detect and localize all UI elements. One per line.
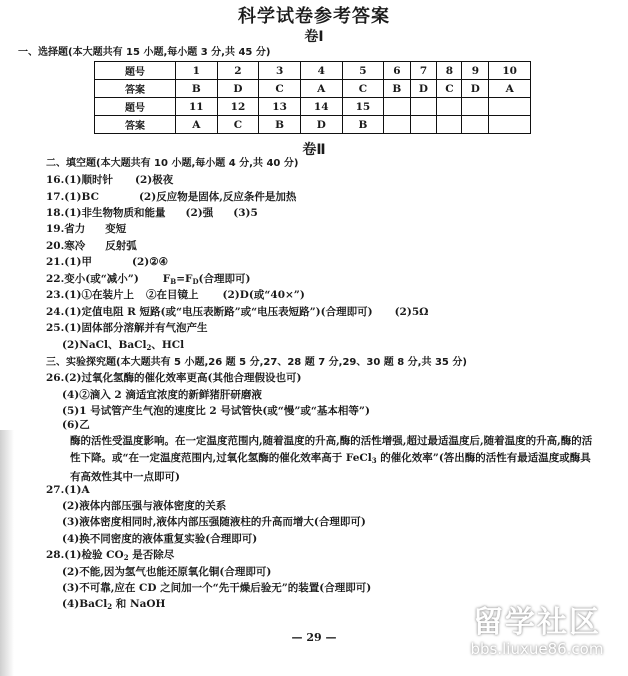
table-row-answers-2 xyxy=(95,116,531,134)
cell: D xyxy=(410,80,437,98)
cell: C xyxy=(342,80,384,98)
cell: 12 xyxy=(217,98,259,116)
answer-25-2: (2)NaCl、BaCl$_2$、HCl xyxy=(62,339,185,352)
cell: 2 xyxy=(217,62,259,80)
row-label: 题号 xyxy=(95,98,176,116)
volume-2-heading: 卷Ⅱ xyxy=(302,142,326,158)
answer-27-1: 27.(1)A xyxy=(46,484,90,496)
answer-28-2: (2)不能,因为氢气也能还原氧化铜(合理即可) xyxy=(62,566,272,578)
multiple-choice-answer-table xyxy=(94,61,531,134)
answer-28-1: 28.(1)检验 $CO_2$ 是否除尽 xyxy=(46,549,175,562)
cell: D xyxy=(217,80,259,98)
cell: 1 xyxy=(176,62,218,80)
answer-20: 20.寒冷 反射弧 xyxy=(46,240,137,252)
cell xyxy=(437,116,462,134)
cell xyxy=(489,98,531,116)
page-number: — 29 — xyxy=(291,631,337,644)
cell xyxy=(462,98,489,116)
section-1-heading: 一、选择题(本大题共有 15 小题,每小题 3 分,共 45 分) xyxy=(18,47,271,58)
cell: 4 xyxy=(300,62,342,80)
answer-16: 16.(1)顺时针 (2)极夜 xyxy=(46,174,174,186)
answer-18: 18.(1)非生物物质和能量 (2)强 (3)5 xyxy=(46,207,258,219)
cell xyxy=(437,98,462,116)
answer-27-2: (2)液体内部压强与液体密度的关系 xyxy=(62,500,227,512)
cell: 7 xyxy=(410,62,437,80)
row-label: 答案 xyxy=(95,80,176,98)
cell xyxy=(384,116,410,134)
cell: 9 xyxy=(462,62,489,80)
answer-26-2: 26.(2)过氧化氢酶的催化效率更高(其他合理假设也可) xyxy=(46,372,302,384)
answer-23: 23.(1)①在装片上 ②在目镜上 (2)D(或“40×”) xyxy=(46,289,305,301)
cell xyxy=(462,116,489,134)
answer-26-5: (5)1 号试管产生气泡的速度比 2 号试管快(或“慢”或“基本相等”) xyxy=(62,405,370,417)
row-label: 题号 xyxy=(95,62,176,80)
table-row-answers-1 xyxy=(95,80,531,98)
answer-27-3: (3)液体密度相同时,液体内部压强随液柱的升高而增大(合理即可) xyxy=(62,516,366,528)
answer-17: 17.(1)BC (2)反应物是固体,反应条件是加热 xyxy=(46,191,297,203)
cell: A xyxy=(489,80,531,98)
volume-1-heading: 卷Ⅰ xyxy=(304,29,324,45)
cell: 6 xyxy=(384,62,410,80)
cell: 13 xyxy=(259,98,301,116)
cell xyxy=(410,116,437,134)
cell: 11 xyxy=(176,98,218,116)
answer-27-4: (4)换不同密度的液体重复实验(合理即可) xyxy=(62,533,258,545)
watermark-logo-text: 留学社区 xyxy=(473,605,601,640)
cell: A xyxy=(300,80,342,98)
cell: C xyxy=(217,116,259,134)
site-watermark xyxy=(462,606,612,664)
row-label: 答案 xyxy=(95,116,176,134)
cell: 5 xyxy=(342,62,384,80)
cell: B xyxy=(259,116,301,134)
cell: C xyxy=(259,80,301,98)
cell: D xyxy=(300,116,342,134)
cell: B xyxy=(384,80,410,98)
answer-25: 25.(1)固体部分溶解并有气泡产生 xyxy=(46,322,208,334)
answer-26-6: (6)乙 xyxy=(62,419,90,431)
cell: C xyxy=(437,80,462,98)
section-2-heading: 二、填空题(本大题共有 10 小题,每小题 4 分,共 40 分) xyxy=(46,158,299,169)
cell: 14 xyxy=(300,98,342,116)
cell: 10 xyxy=(489,62,531,80)
answer-26-explanation: 酶的活性受温度影响。在一定温度范围内,随着温度的升高,酶的活性增强,超过最适温度后,随着温度的升高,酶的活性下降。或“在一定温度范围内,过氧化氢酶的催化效率高于 FeCl$_3$ 的催化效率”(答出酶的活性有最适温度或酶具有高效性其中一点即可) xyxy=(70,435,593,483)
cell: 3 xyxy=(259,62,301,80)
table-row-numbers-1 xyxy=(95,62,531,80)
cell xyxy=(410,98,437,116)
answer-28-3: (3)不可靠,应在 CD 之间加一个“先干燥后验无”的装置(合理即可) xyxy=(62,582,372,594)
cell: A xyxy=(176,116,218,134)
cell xyxy=(384,98,410,116)
cell: D xyxy=(462,80,489,98)
cell: 8 xyxy=(437,62,462,80)
document-title: 科学试卷参考答案 xyxy=(238,6,390,27)
cell: 15 xyxy=(342,98,384,116)
answer-26-4: (4)②滴入 2 滴适宜浓度的新鲜猪肝研磨液 xyxy=(62,389,262,401)
answer-21: 21.(1)甲 (2)②④ xyxy=(46,256,169,268)
table-row-numbers-2 xyxy=(95,98,531,116)
answer-19: 19.省力 变短 xyxy=(46,223,127,235)
answer-24: 24.(1)定值电阻 R 短路(或“电压表断路”或“电压表短路”)(合理即可) (2)5Ω xyxy=(46,306,429,318)
answer-22: 22.变小(或“减小”) $F_B=F_D$(合理即可) xyxy=(46,273,251,286)
cell xyxy=(489,116,531,134)
cell: B xyxy=(176,80,218,98)
answer-28-4: (4)BaCl$_2$ 和 NaOH xyxy=(62,598,166,611)
cell: B xyxy=(342,116,384,134)
watermark-url: bbs.liuxue86.com xyxy=(470,640,604,658)
section-3-heading: 三、实验探究题(本大题共有 5 小题,26 题 5 分,27、28 题 7 分,29、30 题 8 分,共 35 分) xyxy=(46,357,467,368)
